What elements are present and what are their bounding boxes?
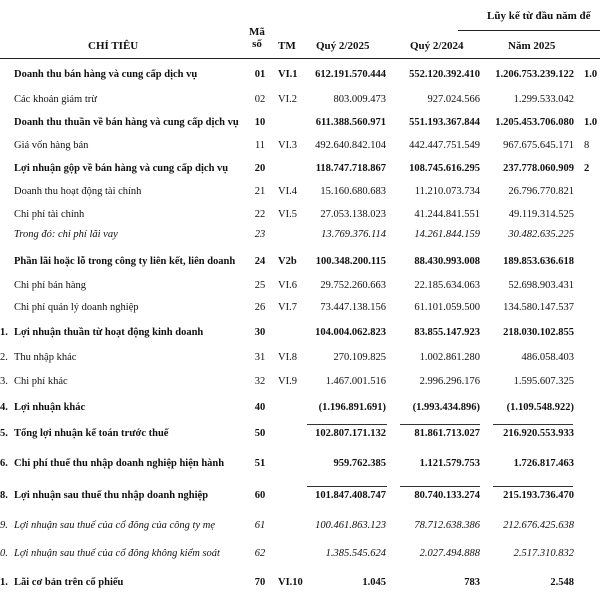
row-label: Doanh thu hoạt động tài chính bbox=[14, 186, 142, 197]
row-label: Chi phí bán hàng bbox=[14, 280, 87, 291]
table-row bbox=[0, 520, 600, 538]
row-q2024: 552.120.392.410 bbox=[409, 69, 480, 80]
table-row bbox=[0, 376, 600, 394]
row-label: Lợi nhuận sau thuế thu nhập doanh nghiệp bbox=[14, 490, 209, 501]
row-q2025: 959.762.385 bbox=[333, 458, 386, 469]
row-note: V2b bbox=[278, 256, 297, 267]
row-label: Thu nhập khác bbox=[14, 352, 77, 363]
row-prefix: 0. bbox=[0, 548, 8, 559]
row-label: Doanh thu thuần về bán hàng và cung cấp dịch vụ bbox=[14, 117, 239, 128]
row-note: VI.8 bbox=[278, 352, 297, 363]
row-y2025: 1.206.753.239.122 bbox=[495, 69, 574, 80]
table-row bbox=[0, 163, 600, 181]
row-code: 01 bbox=[254, 69, 266, 80]
row-label: Chi phí khác bbox=[14, 376, 68, 387]
row-label: Lợi nhuận gộp về bán hàng và cung cấp dịch vụ bbox=[14, 163, 229, 174]
row-q2024: 927.024.566 bbox=[427, 94, 480, 105]
table-row bbox=[0, 229, 600, 247]
row-y2025: 2.548 bbox=[550, 577, 574, 588]
row-label: Chi phí thuế thu nhập doanh nghiệp hiện hành bbox=[14, 458, 225, 469]
table-row bbox=[0, 490, 600, 508]
row-y2025: 1.299.533.042 bbox=[513, 94, 574, 105]
row-q2025: 73.447.138.156 bbox=[320, 302, 386, 313]
row-label: Chi phí quản lý doanh nghiệp bbox=[14, 302, 139, 313]
row-prefix: 4. bbox=[0, 402, 8, 413]
row-code: 50 bbox=[254, 428, 266, 439]
period-header-line bbox=[458, 30, 600, 31]
subtotal-line bbox=[400, 486, 480, 487]
table-row bbox=[0, 140, 600, 158]
row-y2025: 237.778.060.909 bbox=[503, 163, 574, 174]
row-q2025: 611.388.560.971 bbox=[315, 117, 386, 128]
row-q2024: 83.855.147.923 bbox=[414, 327, 480, 338]
row-note: VI.5 bbox=[278, 209, 297, 220]
row-q2024: 41.244.841.551 bbox=[414, 209, 480, 220]
row-q2024: 442.447.751.549 bbox=[409, 140, 480, 151]
table-row bbox=[0, 302, 600, 320]
row-code: 51 bbox=[254, 458, 266, 469]
row-q2025: 104.004.062.823 bbox=[315, 327, 386, 338]
row-q2024: 22.185.634.063 bbox=[414, 280, 480, 291]
table-row bbox=[0, 256, 600, 274]
header-q2025: Quý 2/2025 bbox=[316, 40, 370, 52]
subtotal-line bbox=[307, 424, 387, 425]
table-row bbox=[0, 209, 600, 227]
row-label: Lợi nhuận sau thuế của cổ đông không kiểm soát bbox=[14, 548, 220, 559]
row-y2025: 26.796.770.821 bbox=[508, 186, 574, 197]
row-q2025: 270.109.825 bbox=[333, 352, 386, 363]
row-note: VI.4 bbox=[278, 186, 297, 197]
row-code: 10 bbox=[254, 117, 266, 128]
row-y2025: (1.109.548.922) bbox=[506, 402, 574, 413]
row-q2024: 80.740.133.274 bbox=[414, 490, 480, 501]
row-q2025: 29.752.260.663 bbox=[320, 280, 386, 291]
row-code: 30 bbox=[254, 327, 266, 338]
table-row bbox=[0, 186, 600, 204]
table-row bbox=[0, 69, 600, 87]
subtotal-line bbox=[493, 424, 573, 425]
row-prefix: 6. bbox=[0, 458, 8, 469]
row-y2025: 52.698.903.431 bbox=[508, 280, 574, 291]
table-row bbox=[0, 117, 600, 135]
row-q2025: 1.467.001.516 bbox=[325, 376, 386, 387]
row-y2025: 1.726.817.463 bbox=[513, 458, 574, 469]
row-q2025: (1.196.891.691) bbox=[318, 402, 386, 413]
subtotal-line bbox=[307, 486, 387, 487]
header-item: CHỈ TIÊU bbox=[88, 40, 139, 52]
row-code: 62 bbox=[254, 548, 266, 559]
row-label: Lợi nhuận khác bbox=[14, 402, 86, 413]
row-q2025: 101.847.408.747 bbox=[315, 490, 386, 501]
row-q2025: 102.807.171.132 bbox=[315, 428, 386, 439]
header-y2025: Năm 2025 bbox=[508, 40, 556, 52]
row-code: 26 bbox=[254, 302, 266, 313]
row-prefix: 8. bbox=[0, 490, 8, 501]
row-label: Lãi cơ bản trên cổ phiếu bbox=[14, 577, 124, 588]
row-prefix: 3. bbox=[0, 376, 8, 387]
row-prefix: 1. bbox=[0, 577, 8, 588]
row-note: VI.2 bbox=[278, 94, 297, 105]
table-row bbox=[0, 458, 600, 476]
row-y2025: 2.517.310.832 bbox=[513, 548, 574, 559]
row-label: Trong đó: chi phí lãi vay bbox=[14, 229, 118, 240]
row-q2024: 108.745.616.295 bbox=[409, 163, 480, 174]
row-y2025: 486.058.403 bbox=[521, 352, 574, 363]
row-label: Doanh thu bán hàng và cung cấp dịch vụ bbox=[14, 69, 198, 80]
row-q2025: 27.053.138.023 bbox=[320, 209, 386, 220]
row-code: 32 bbox=[254, 376, 266, 387]
row-code: 40 bbox=[254, 402, 266, 413]
table-row bbox=[0, 352, 600, 370]
row-q2025: 1.045 bbox=[362, 577, 386, 588]
row-label: Tổng lợi nhuận kế toán trước thuế bbox=[14, 428, 169, 439]
period-header: Lũy kế từ đầu năm đế bbox=[487, 10, 591, 22]
row-note: VI.6 bbox=[278, 280, 297, 291]
row-q2024: 14.261.844.159 bbox=[414, 229, 480, 240]
row-q2024: 551.193.367.844 bbox=[409, 117, 480, 128]
row-prefix: 2. bbox=[0, 352, 8, 363]
header-code: Mã số bbox=[249, 26, 265, 50]
row-prefix: 9. bbox=[0, 520, 8, 531]
row-y2025: 49.119.314.525 bbox=[508, 209, 574, 220]
table-row bbox=[0, 428, 600, 446]
row-q2024: 1.002.861.280 bbox=[419, 352, 480, 363]
row-y2025: 216.920.553.933 bbox=[503, 428, 574, 439]
row-label: Phần lãi hoặc lỗ trong công ty liên kết, liên doanh bbox=[14, 256, 236, 267]
row-note: VI.3 bbox=[278, 140, 297, 151]
row-code: 24 bbox=[254, 256, 266, 267]
row-label: Lợi nhuận thuần từ hoạt động kinh doanh bbox=[14, 327, 204, 338]
row-y2025: 1.205.453.706.080 bbox=[495, 117, 574, 128]
row-y2025: 215.193.736.470 bbox=[503, 490, 574, 501]
row-code: 60 bbox=[254, 490, 266, 501]
row-q2024: (1.993.434.896) bbox=[412, 402, 480, 413]
header-bottom-line bbox=[0, 58, 600, 59]
row-y2025: 30.482.635.225 bbox=[508, 229, 574, 240]
row-q2025: 612.191.570.444 bbox=[315, 69, 386, 80]
row-code: 22 bbox=[254, 209, 266, 220]
table-row bbox=[0, 94, 600, 112]
row-q2024: 783 bbox=[464, 577, 480, 588]
table-row bbox=[0, 402, 600, 420]
row-y2024: 1.0 bbox=[584, 69, 598, 80]
row-code: 31 bbox=[254, 352, 266, 363]
row-code: 70 bbox=[254, 577, 266, 588]
row-q2024: 2.027.494.888 bbox=[419, 548, 480, 559]
row-code: 61 bbox=[254, 520, 266, 531]
row-prefix: 1. bbox=[0, 327, 8, 338]
row-q2025: 100.461.863.123 bbox=[315, 520, 386, 531]
row-code: 23 bbox=[254, 229, 266, 240]
row-q2024: 11.210.073.734 bbox=[414, 186, 480, 197]
subtotal-line bbox=[493, 486, 573, 487]
row-y2025: 212.676.425.638 bbox=[503, 520, 574, 531]
table-row bbox=[0, 280, 600, 298]
row-y2025: 218.030.102.855 bbox=[503, 327, 574, 338]
row-code: 21 bbox=[254, 186, 266, 197]
row-y2024: 2 bbox=[584, 163, 590, 174]
row-q2024: 2.996.296.176 bbox=[419, 376, 480, 387]
header-note: TM bbox=[278, 40, 296, 52]
row-y2025: 189.853.636.618 bbox=[503, 256, 574, 267]
row-code: 11 bbox=[254, 140, 266, 151]
row-y2024: 1.0 bbox=[584, 117, 598, 128]
row-y2025: 134.580.147.537 bbox=[503, 302, 574, 313]
row-q2025: 492.640.842.104 bbox=[315, 140, 386, 151]
row-y2025: 1.595.607.325 bbox=[513, 376, 574, 387]
row-q2025: 15.160.680.683 bbox=[320, 186, 386, 197]
row-label: Chi phí tài chính bbox=[14, 209, 85, 220]
row-q2024: 88.430.993.008 bbox=[414, 256, 480, 267]
row-note: VI.9 bbox=[278, 376, 297, 387]
row-q2024: 1.121.579.753 bbox=[419, 458, 480, 469]
row-label: Các khoản giảm trừ bbox=[14, 94, 97, 105]
row-code: 02 bbox=[254, 94, 266, 105]
row-q2025: 100.348.200.115 bbox=[315, 256, 386, 267]
row-q2025: 1.385.545.624 bbox=[325, 548, 386, 559]
table-row bbox=[0, 577, 600, 595]
row-q2024: 78.712.638.386 bbox=[414, 520, 480, 531]
row-note: VI.10 bbox=[278, 577, 303, 588]
row-y2025: 967.675.645.171 bbox=[503, 140, 574, 151]
row-q2025: 13.769.376.114 bbox=[321, 229, 386, 240]
subtotal-line bbox=[400, 424, 480, 425]
table-row bbox=[0, 327, 600, 345]
header-q2024: Quý 2/2024 bbox=[410, 40, 464, 52]
row-label: Lợi nhuận sau thuế của cổ đông của công ty mẹ bbox=[14, 520, 215, 531]
row-note: VI.7 bbox=[278, 302, 297, 313]
row-code: 25 bbox=[254, 280, 266, 291]
row-prefix: 5. bbox=[0, 428, 8, 439]
row-note: VI.1 bbox=[278, 69, 298, 80]
row-q2024: 61.101.059.500 bbox=[414, 302, 480, 313]
row-code: 20 bbox=[254, 163, 266, 174]
row-q2025: 118.747.718.867 bbox=[315, 163, 386, 174]
table-row bbox=[0, 548, 600, 566]
row-q2024: 81.861.713.027 bbox=[414, 428, 480, 439]
row-label: Giá vốn hàng bán bbox=[14, 140, 89, 151]
row-y2024: 8 bbox=[584, 140, 590, 151]
row-q2025: 803.009.473 bbox=[333, 94, 386, 105]
